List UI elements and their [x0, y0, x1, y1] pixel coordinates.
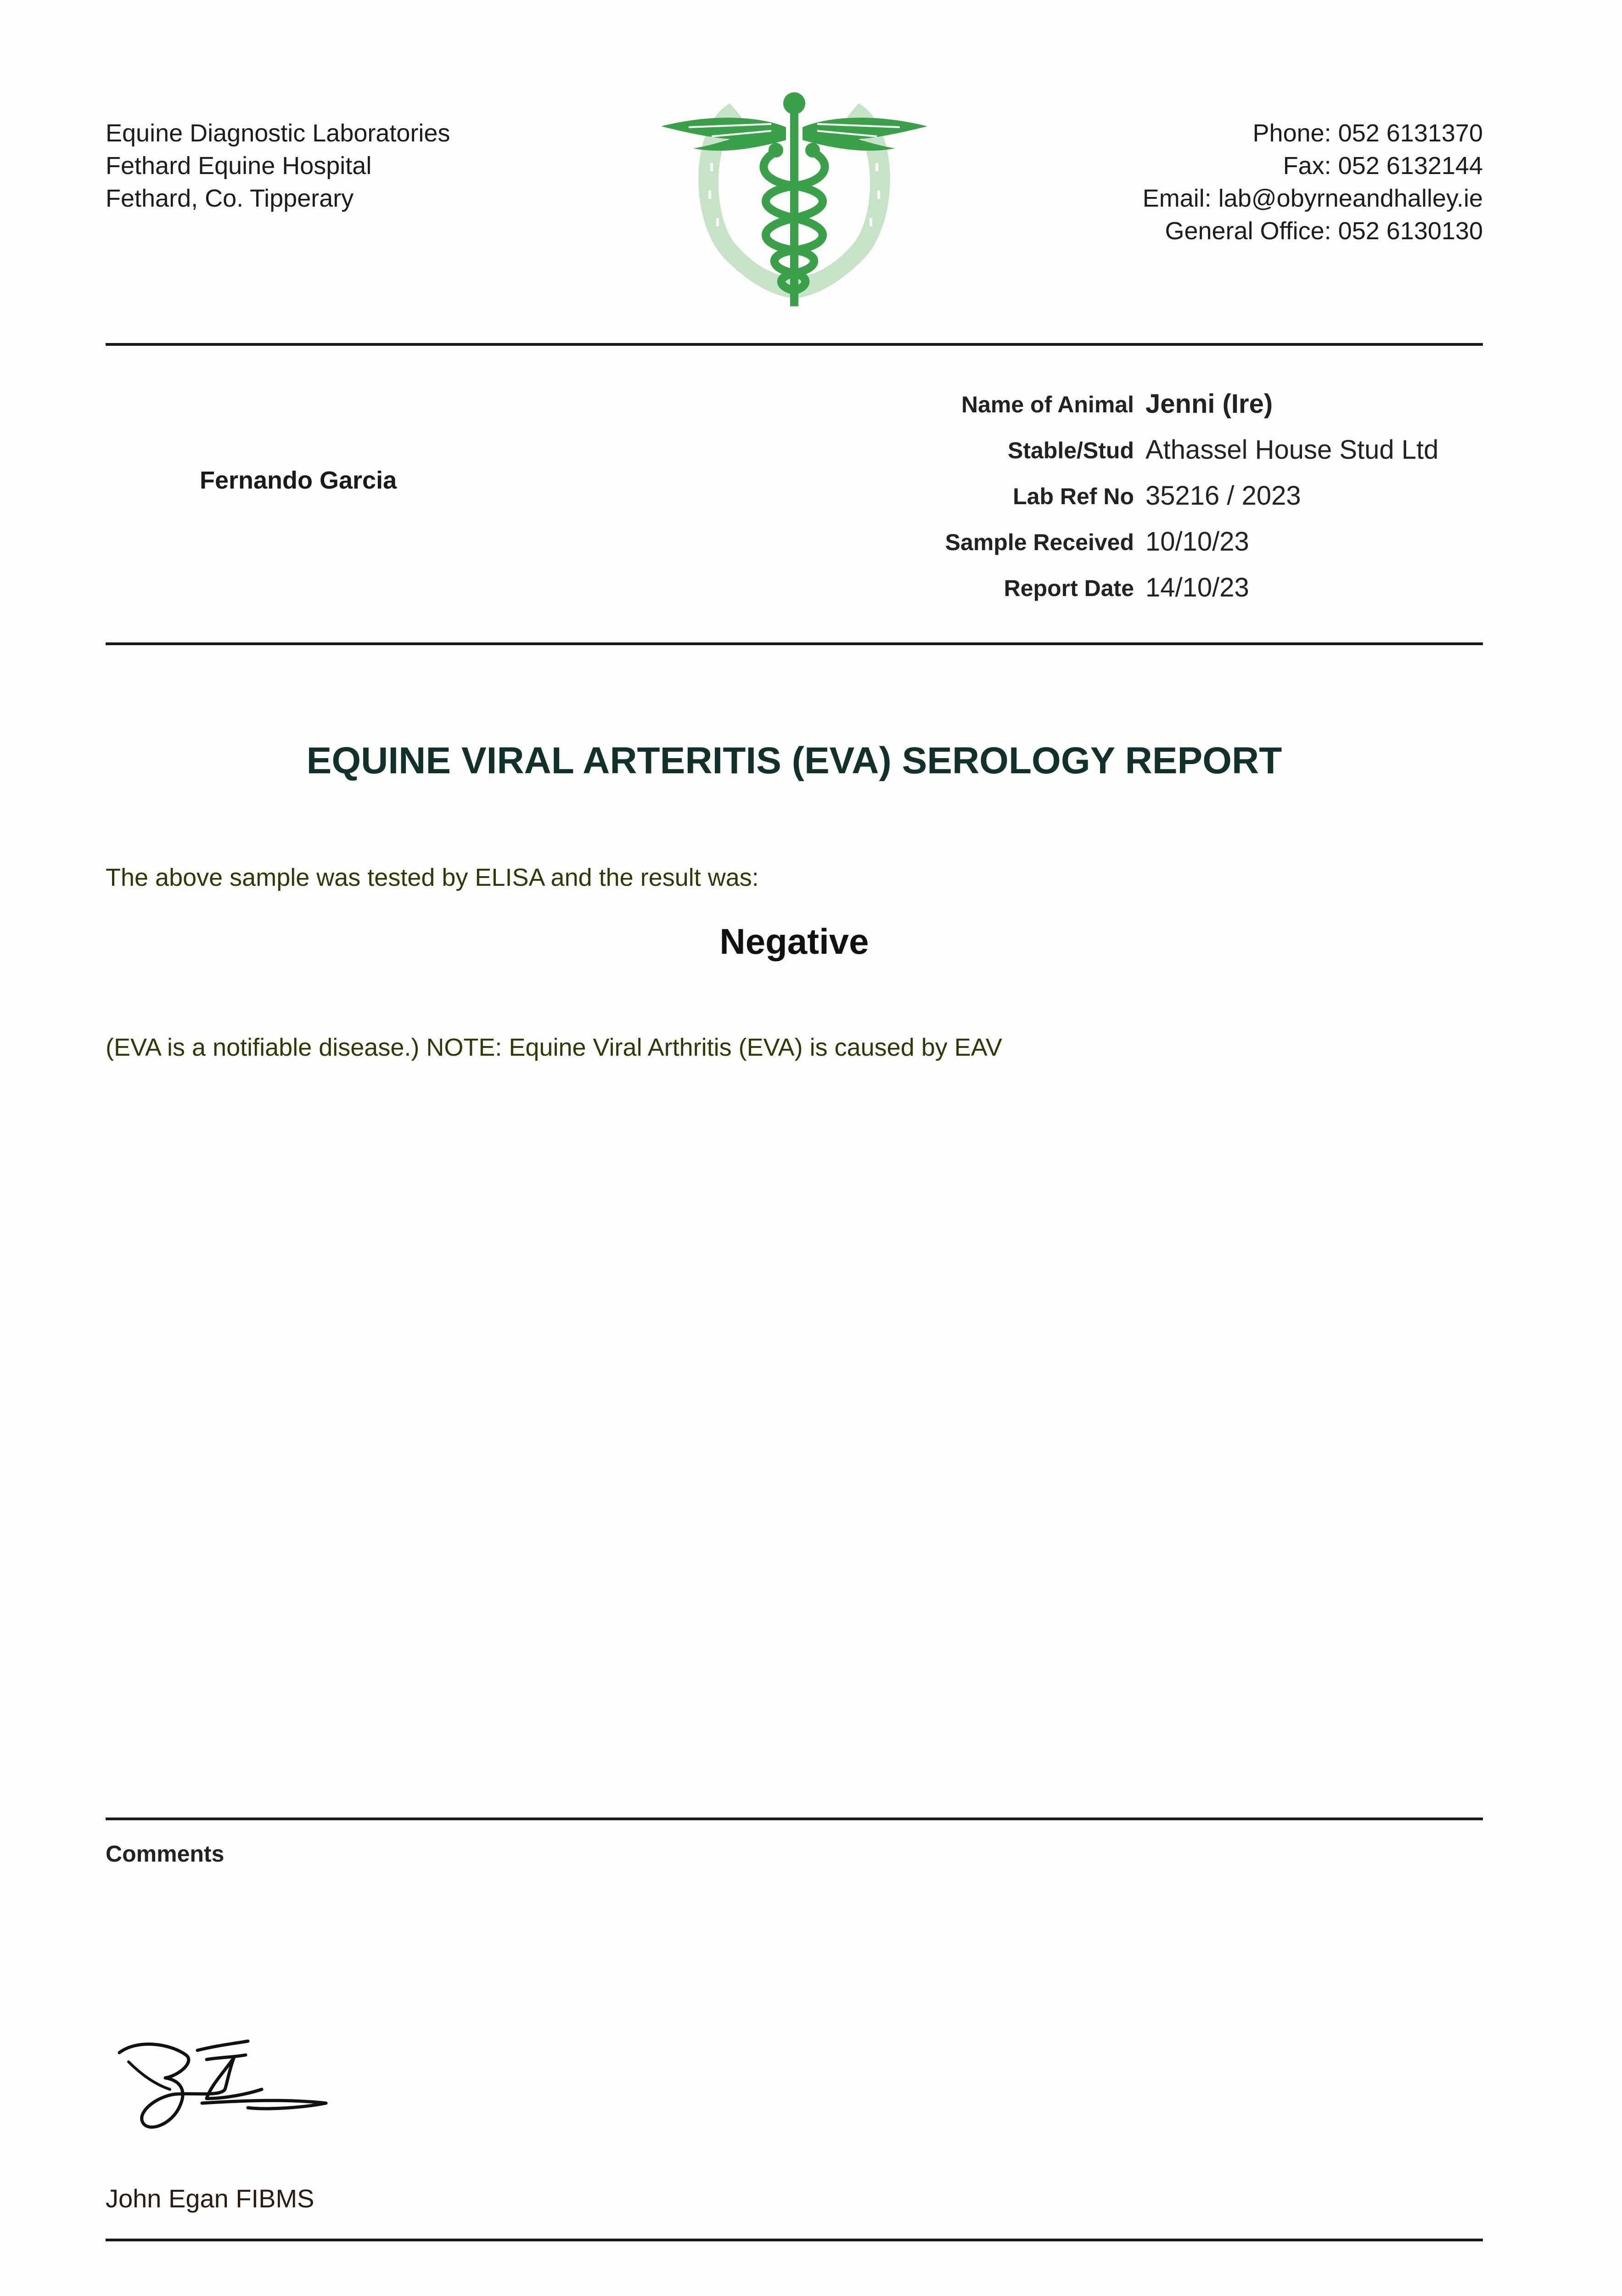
detail-value: Jenni (Ire) — [1145, 389, 1273, 419]
lab-general-office: General Office: 052 6130130 — [1165, 217, 1483, 245]
detail-value: 14/10/23 — [1145, 573, 1249, 602]
detail-value: 10/10/23 — [1145, 527, 1249, 557]
lab-fax: Fax: 052 6132144 — [1283, 152, 1483, 180]
lab-hospital: Fethard Equine Hospital — [106, 152, 372, 180]
header-divider — [106, 343, 1483, 346]
details-divider — [106, 642, 1483, 645]
animal-details — [780, 386, 1497, 615]
detail-row-report-date — [780, 569, 1497, 615]
test-result: Negative — [719, 921, 869, 962]
lab-location: Fethard, Co. Tipperary — [106, 185, 354, 212]
report-note: (EVA is a notifiable disease.) NOTE: Equine Viral Arthritis (EVA) is caused by EAV — [106, 1034, 1002, 1061]
detail-row-stable — [780, 432, 1497, 478]
comments-divider — [106, 1818, 1483, 1820]
lab-name: Equine Diagnostic Laboratories — [106, 119, 450, 147]
detail-label: Sample Received — [945, 529, 1134, 555]
report-intro: The above sample was tested by ELISA and the result was: — [106, 864, 759, 891]
detail-label: Report Date — [1004, 575, 1134, 601]
detail-row-sample-received — [780, 523, 1497, 569]
caduceus-horseshoe-icon — [661, 85, 927, 310]
lab-address — [106, 117, 450, 215]
detail-value: 35216 / 2023 — [1145, 481, 1301, 511]
lab-phone: Phone: 052 6131370 — [1252, 119, 1483, 147]
detail-row-animal — [780, 386, 1497, 432]
footer-divider — [106, 2239, 1483, 2241]
comments-label: Comments — [106, 1841, 224, 1867]
report-title: EQUINE VIRAL ARTERITIS (EVA) SEROLOGY REPORT — [306, 740, 1282, 782]
detail-label: Name of Animal — [961, 392, 1134, 417]
detail-value: Athassel House Stud Ltd — [1145, 435, 1439, 465]
owner-name: Fernando Garcia — [200, 467, 397, 494]
lab-contact — [1143, 117, 1483, 248]
signer-name: John Egan FIBMS — [106, 2184, 314, 2213]
lab-email: Email: lab@obyrneandhalley.ie — [1142, 185, 1483, 212]
signature — [110, 2034, 340, 2149]
detail-row-lab-ref — [780, 478, 1497, 523]
detail-label: Lab Ref No — [1013, 484, 1134, 509]
detail-label: Stable/Stud — [1007, 438, 1134, 463]
